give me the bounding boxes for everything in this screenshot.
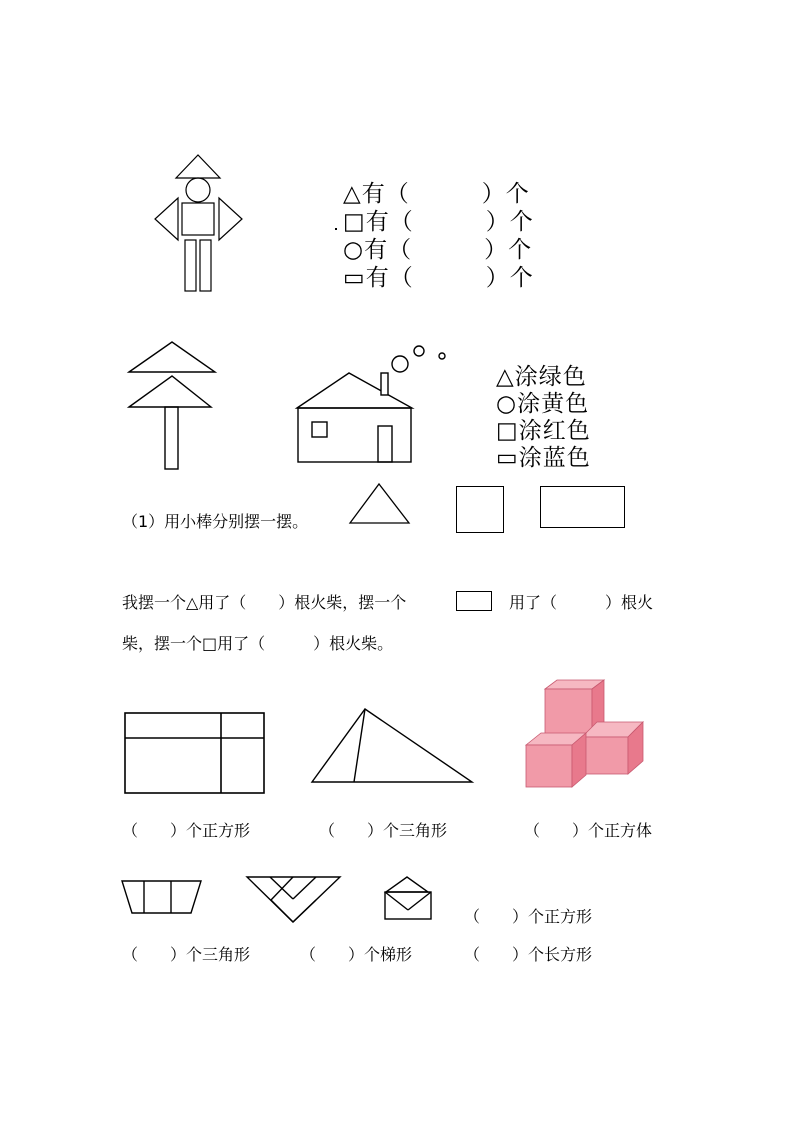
cube-stack-figure bbox=[524, 678, 646, 790]
robot-body-square bbox=[182, 203, 214, 235]
house-chimney-rect bbox=[381, 373, 388, 395]
robot-figure bbox=[150, 150, 250, 300]
shape-count-list bbox=[343, 181, 543, 296]
coloring-instructions bbox=[496, 364, 626, 474]
matchstick-rectangle bbox=[540, 486, 625, 528]
color-rectangle-blue: ▭涂蓝色 bbox=[496, 445, 591, 471]
matchstick-square bbox=[456, 486, 504, 533]
triangle-pattern-figure bbox=[245, 875, 343, 925]
cube-top-front bbox=[545, 689, 592, 737]
split-triangle-figure bbox=[309, 706, 475, 786]
robot-hat-triangle bbox=[176, 155, 220, 178]
count-triangles-trapezoid: （ ）个三角形 bbox=[122, 945, 251, 964]
tree-middle-triangle bbox=[129, 376, 211, 407]
robot-right-arm-triangle bbox=[219, 198, 242, 240]
smoke-circle-small bbox=[439, 353, 445, 359]
grid-rectangle-figure bbox=[123, 711, 267, 795]
cube-right-front bbox=[582, 737, 628, 774]
count-square-line: □有（ ）个 bbox=[343, 209, 534, 235]
robot-left-arm-triangle bbox=[155, 198, 178, 240]
smoke-circle-large bbox=[392, 356, 408, 372]
count-trapezoids: （ ）个梯形 bbox=[300, 945, 413, 964]
matchstick-sentence-part2: 用了（ ）根火 bbox=[509, 593, 654, 612]
tree-trunk-rect bbox=[165, 407, 178, 469]
matchstick-sentence-part1: 我摆一个△用了（ ）根火柴，摆一个 bbox=[122, 593, 407, 612]
count-rectangles: （ ）个长方形 bbox=[464, 945, 593, 964]
tree-top-triangle bbox=[129, 342, 215, 372]
count-circle-line: ○有（ ）个 bbox=[343, 237, 533, 263]
house-body-rect bbox=[298, 408, 411, 462]
robot-head-circle bbox=[186, 178, 210, 202]
house-figure bbox=[292, 340, 452, 466]
house-door-rect bbox=[378, 426, 392, 462]
robot-right-leg-rect bbox=[200, 240, 211, 291]
house-roof-triangle bbox=[297, 373, 412, 408]
count-squares-envelope: （ ）个正方形 bbox=[464, 907, 593, 926]
matchstick-sentence-line2: 柴，摆一个□用了（ ）根火柴。 bbox=[122, 634, 394, 653]
color-square-red: □涂红色 bbox=[496, 418, 591, 444]
count-squares-grid: （ ）个正方形 bbox=[122, 821, 251, 840]
count-rectangle-line: ▭有（ ）个 bbox=[343, 265, 534, 291]
tree-figure bbox=[125, 338, 220, 473]
matchstick-triangle bbox=[348, 482, 412, 526]
envelope-figure bbox=[381, 874, 439, 922]
stray-dot bbox=[335, 228, 337, 230]
trapezoid-figure bbox=[119, 879, 205, 916]
color-triangle-green: △涂绿色 bbox=[496, 364, 587, 390]
smoke-circle-medium bbox=[414, 346, 424, 356]
count-cubes: （ ）个正方体 bbox=[524, 821, 653, 840]
matchstick-instruction: （1）用小棒分别摆一摆。 bbox=[122, 512, 309, 531]
count-triangle-line: △有（ ）个 bbox=[343, 181, 530, 207]
robot-left-leg-rect bbox=[185, 240, 196, 291]
cube-left-front bbox=[526, 745, 572, 787]
house-window-square bbox=[312, 422, 327, 437]
count-triangles-split: （ ）个三角形 bbox=[319, 821, 448, 840]
color-circle-yellow: ○涂黄色 bbox=[496, 391, 590, 417]
inline-rectangle-icon bbox=[456, 591, 492, 611]
